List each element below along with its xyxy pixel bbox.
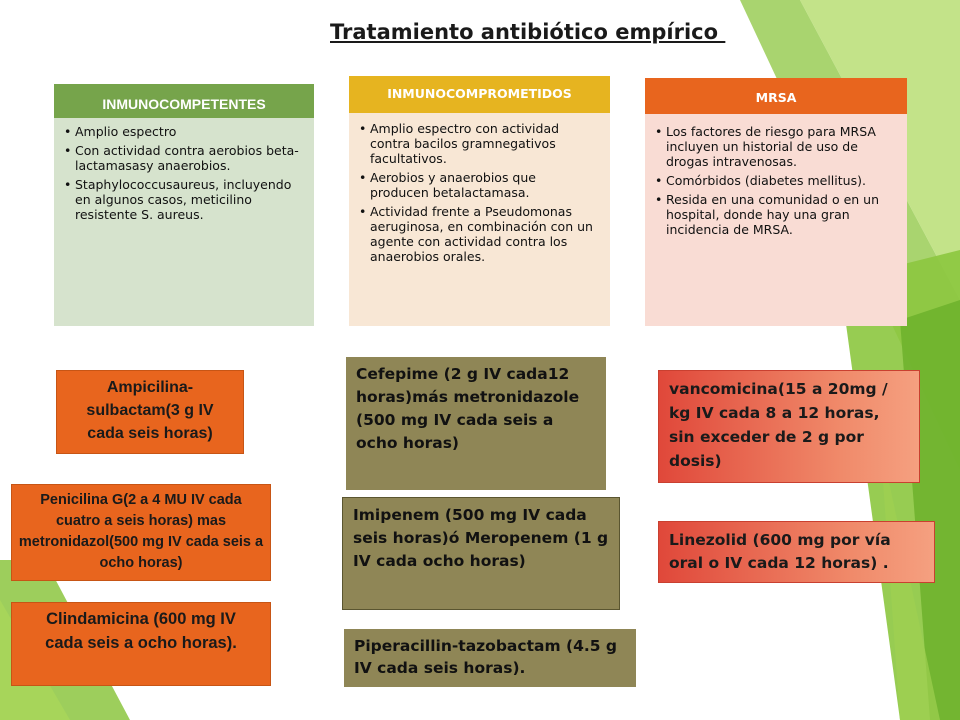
list-item: • Staphylococcusaureus, incluyendo en algunos casos, meticilino resistente S. aureus. [75,177,302,222]
treatment-clindamicina: Clindamicina (600 mg IV cada seis a ocho horas). [11,602,271,686]
list-item: • Amplio espectro [75,124,302,139]
treatment-vancomicina: vancomicina(15 a 20mg / kg IV cada 8 a 12 horas, sin exceder de 2 g por dosis) [658,370,920,483]
treatment-imipenem: Imipenem (500 mg IV cada seis horas)ó Meropenem (1 g IV cada ocho horas) [342,497,620,610]
column-body-inmunocompetentes [54,118,314,326]
treatment-penicilina: Penicilina G(2 a 4 MU IV cada cuatro a seis horas) mas metronidazol(500 mg IV cada seis a ocho horas) [11,484,271,581]
column-body-mrsa [645,114,907,326]
treatment-ampicilina: Ampicilina-sulbactam(3 g IV cada seis horas) [56,370,244,454]
list-item: • Aerobios y anaerobios que producen betalactamasa. [370,170,598,200]
column-header-inmunocompetentes: INMUNOCOMPETENTES [54,84,314,118]
list-item: • Amplio espectro con actividad contra bacilos gramnegativos facultativos. [370,121,598,166]
list-item: • Con actividad contra aerobios beta-lactamasasy anaerobios. [75,143,302,173]
treatment-linezolid: Linezolid (600 mg por vía oral o IV cada 12 horas) . [658,521,935,583]
treatment-cefepime: Cefepime (2 g IV cada12 horas)más metronidazole (500 mg IV cada seis a ocho horas) [346,357,606,490]
column-body-inmunocomprometidos [349,113,610,326]
list-item: • Actividad frente a Pseudomonas aeruginosa, en combinación con un agente con actividad contra los anaerobios orales. [370,204,598,264]
list-item: • Los factores de riesgo para MRSA incluyen un historial de uso de drogas intravenosas. [666,124,895,169]
list-item: • Comórbidos (diabetes mellitus). [666,173,895,188]
treatment-piperacillin: Piperacillin-tazobactam (4.5 g IV cada seis horas). [344,629,636,687]
column-header-mrsa: MRSA [645,78,907,114]
page-title: Tratamiento antibiótico empírico [330,20,726,44]
column-header-inmunocomprometidos: INMUNOCOMPROMETIDOS [349,76,610,113]
list-item: • Resida en una comunidad o en un hospital, donde hay una gran incidencia de MRSA. [666,192,895,237]
